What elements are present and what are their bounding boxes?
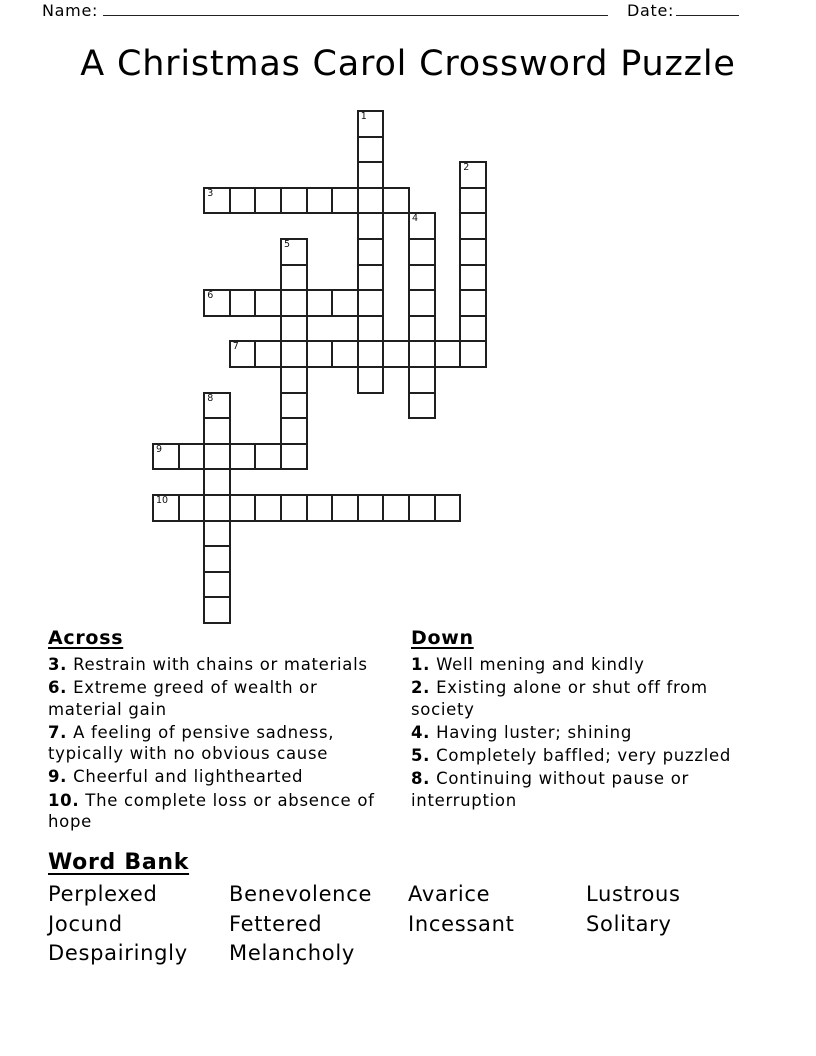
grid-cell[interactable] bbox=[152, 494, 180, 522]
grid-cell[interactable] bbox=[280, 494, 308, 522]
grid-cell[interactable] bbox=[331, 340, 359, 368]
grid-cell[interactable] bbox=[408, 340, 436, 368]
word-bank-word: Avarice bbox=[408, 882, 491, 906]
grid-cell[interactable] bbox=[203, 494, 231, 522]
word-bank-word: Perplexed bbox=[48, 882, 158, 906]
grid-cell[interactable] bbox=[331, 187, 359, 215]
clue-number: 2. bbox=[411, 678, 431, 698]
grid-cell[interactable] bbox=[357, 494, 385, 522]
across-clue: 9. Cheerful and lighthearted bbox=[48, 767, 304, 787]
grid-cell[interactable] bbox=[434, 494, 462, 522]
grid-cell[interactable] bbox=[357, 289, 385, 317]
grid-cell[interactable] bbox=[408, 264, 436, 292]
down-clue: 4. Having luster; shining bbox=[411, 722, 633, 742]
clue-number: 8. bbox=[411, 769, 431, 789]
word-bank-word: Solitary bbox=[586, 911, 672, 936]
grid-cell[interactable] bbox=[459, 340, 487, 368]
grid-cell[interactable] bbox=[203, 596, 231, 624]
grid-cell[interactable] bbox=[357, 161, 385, 189]
grid-cell[interactable] bbox=[331, 289, 359, 317]
grid-cell[interactable] bbox=[203, 417, 231, 445]
across-clue: 3. Restrain with chains or materials bbox=[48, 655, 368, 674]
grid-cell[interactable] bbox=[459, 187, 487, 215]
grid-cell[interactable] bbox=[203, 520, 231, 548]
grid-cell[interactable] bbox=[382, 187, 410, 215]
grid-cell[interactable] bbox=[382, 494, 410, 522]
down-clue: 2. Existing alone or shut off from society bbox=[411, 678, 708, 719]
down-clue: 1. Well mening and kindly bbox=[411, 655, 645, 674]
word-bank-word: Lustrous bbox=[586, 882, 681, 906]
clue-number: 3. bbox=[48, 655, 68, 674]
grid-cell[interactable] bbox=[408, 315, 436, 343]
grid-cell-number: 9 bbox=[156, 443, 163, 455]
grid-cell[interactable] bbox=[203, 545, 231, 573]
grid-cell[interactable] bbox=[178, 494, 206, 522]
grid-cell[interactable] bbox=[408, 289, 436, 317]
clue-number: 4. bbox=[411, 722, 431, 742]
grid-cell[interactable] bbox=[408, 494, 436, 522]
grid-cell[interactable] bbox=[357, 315, 385, 343]
grid-cell[interactable] bbox=[382, 340, 410, 368]
grid-cell[interactable] bbox=[254, 494, 282, 522]
grid-cell[interactable] bbox=[357, 340, 385, 368]
down-clue: 8. Continuing without pause or interruption bbox=[411, 769, 689, 810]
across-heading: Across bbox=[48, 627, 124, 649]
grid-cell-number: 5 bbox=[284, 239, 291, 250]
grid-cell[interactable] bbox=[280, 366, 308, 394]
grid-cell[interactable] bbox=[254, 340, 282, 368]
grid-cell[interactable] bbox=[357, 264, 385, 292]
grid-cell[interactable] bbox=[229, 289, 257, 317]
word-bank-section bbox=[48, 851, 778, 969]
grid-cell[interactable] bbox=[280, 315, 308, 343]
grid-cell[interactable] bbox=[357, 110, 385, 138]
down-clues-section bbox=[411, 627, 756, 813]
grid-cell-number: 1 bbox=[360, 111, 367, 122]
grid-cell-number: 10 bbox=[156, 495, 169, 506]
grid-cell[interactable] bbox=[280, 264, 308, 292]
grid-cell[interactable] bbox=[203, 289, 231, 317]
grid-cell[interactable] bbox=[357, 187, 385, 215]
crossword-grid bbox=[152, 110, 487, 624]
across-clue: 10. The complete loss or absence of hope bbox=[48, 790, 375, 832]
grid-cell[interactable] bbox=[203, 392, 231, 420]
grid-cell[interactable] bbox=[254, 443, 282, 471]
grid-cell[interactable] bbox=[357, 136, 385, 164]
clue-number: 7. bbox=[48, 722, 68, 742]
grid-cell[interactable] bbox=[408, 392, 436, 420]
down-heading: Down bbox=[411, 627, 474, 649]
grid-cell[interactable] bbox=[203, 443, 231, 471]
word-bank-word: Melancholy bbox=[229, 941, 356, 965]
grid-cell-number: 4 bbox=[412, 213, 419, 225]
clue-number: 1. bbox=[411, 655, 431, 674]
grid-cell-number: 3 bbox=[207, 187, 214, 199]
grid-cell[interactable] bbox=[280, 417, 308, 445]
grid-cell[interactable] bbox=[459, 161, 487, 189]
grid-cell[interactable] bbox=[280, 340, 308, 368]
word-bank-word: Benevolence bbox=[229, 882, 373, 906]
grid-cell[interactable] bbox=[203, 468, 231, 496]
grid-cell[interactable] bbox=[459, 238, 487, 266]
grid-cell[interactable] bbox=[229, 494, 257, 522]
clue-number: 10. bbox=[48, 790, 80, 810]
date-label: Date: bbox=[627, 1, 675, 20]
clue-number: 9. bbox=[48, 767, 68, 787]
grid-cell[interactable] bbox=[459, 212, 487, 240]
grid-cell[interactable] bbox=[459, 315, 487, 343]
word-bank-heading: Word Bank bbox=[48, 850, 190, 875]
grid-cell[interactable] bbox=[280, 289, 308, 317]
across-clue-list bbox=[48, 654, 393, 832]
grid-cell[interactable] bbox=[357, 212, 385, 240]
word-bank-word: Jocund bbox=[48, 911, 123, 936]
grid-cell[interactable] bbox=[254, 187, 282, 215]
word-bank-word: Incessant bbox=[408, 911, 515, 936]
word-bank-word: Despairingly bbox=[48, 941, 188, 965]
word-bank-word: Fettered bbox=[229, 911, 323, 936]
across-clue: 7. A feeling of pensive sadness, typically with no obvious cause bbox=[48, 722, 335, 764]
down-clue-list bbox=[411, 654, 756, 811]
grid-cell[interactable] bbox=[229, 340, 257, 368]
grid-cell[interactable] bbox=[408, 366, 436, 394]
grid-cell[interactable] bbox=[152, 443, 180, 471]
grid-cell[interactable] bbox=[357, 366, 385, 394]
clue-number: 6. bbox=[48, 678, 68, 698]
grid-cell[interactable] bbox=[408, 238, 436, 266]
grid-cell[interactable] bbox=[306, 494, 334, 522]
grid-cell[interactable] bbox=[254, 289, 282, 317]
name-label: Name: bbox=[42, 1, 99, 20]
grid-cell[interactable] bbox=[280, 443, 308, 471]
name-blank-line[interactable] bbox=[103, 0, 608, 16]
date-blank-line[interactable] bbox=[676, 0, 739, 16]
grid-cell-number: 2 bbox=[463, 162, 470, 174]
across-clue: 6. Extreme greed of wealth or material gain bbox=[48, 678, 318, 719]
down-clue: 5. Completely baffled; very puzzled bbox=[411, 746, 732, 766]
grid-cell[interactable] bbox=[357, 238, 385, 266]
grid-cell-number: 6 bbox=[207, 290, 214, 302]
grid-cell[interactable] bbox=[408, 212, 436, 240]
grid-cell[interactable] bbox=[459, 289, 487, 317]
grid-cell[interactable] bbox=[280, 187, 308, 215]
word-bank-list bbox=[48, 880, 778, 969]
grid-cell[interactable] bbox=[434, 340, 462, 368]
grid-cell[interactable] bbox=[203, 187, 231, 215]
grid-cell[interactable] bbox=[280, 238, 308, 266]
grid-cell[interactable] bbox=[306, 340, 334, 368]
grid-cell[interactable] bbox=[459, 264, 487, 292]
grid-cell[interactable] bbox=[280, 392, 308, 420]
clue-number: 5. bbox=[411, 746, 431, 766]
grid-cell-number: 7 bbox=[232, 341, 239, 353]
grid-cell[interactable] bbox=[229, 443, 257, 471]
across-clues-section bbox=[48, 627, 393, 834]
grid-cell[interactable] bbox=[331, 494, 359, 522]
grid-cell[interactable] bbox=[306, 187, 334, 215]
grid-cell[interactable] bbox=[229, 187, 257, 215]
grid-cell[interactable] bbox=[178, 443, 206, 471]
grid-cell[interactable] bbox=[203, 571, 231, 599]
grid-cell-number: 8 bbox=[207, 392, 214, 404]
grid-cell[interactable] bbox=[306, 289, 334, 317]
page-title: A Christmas Carol Crossword Puzzle bbox=[80, 44, 736, 84]
